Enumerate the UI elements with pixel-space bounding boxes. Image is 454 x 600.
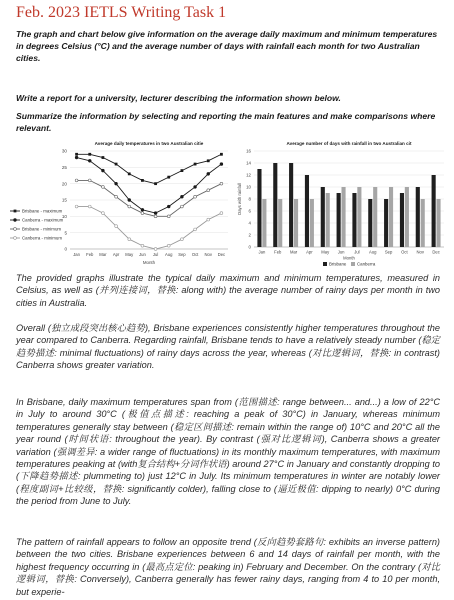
rainfall-chart-svg (236, 137, 448, 267)
data-point (128, 199, 131, 202)
data-point (207, 218, 210, 221)
legend-marker (14, 228, 17, 231)
data-point (154, 215, 157, 218)
data-point (102, 212, 105, 215)
x-tick-label: Feb (274, 249, 282, 255)
bar (294, 199, 298, 247)
bar (262, 199, 266, 247)
data-point (167, 215, 170, 218)
legend-swatch (351, 262, 355, 266)
bar (305, 175, 309, 247)
legend-label: Canberra - minimum (22, 235, 63, 241)
data-point (220, 153, 223, 156)
bar (432, 175, 436, 247)
data-point (75, 156, 78, 159)
data-point (75, 205, 78, 208)
y-tick-label: 2 (248, 232, 251, 238)
bar (337, 193, 341, 247)
data-point (141, 244, 144, 247)
x-tick-label: May (125, 252, 134, 257)
y-tick-label: 20 (61, 181, 67, 187)
x-axis-label: Month (343, 255, 355, 261)
y-tick-label: 0 (248, 244, 251, 250)
data-point (115, 182, 118, 185)
data-point (75, 153, 78, 156)
y-tick-label: 12 (246, 172, 251, 178)
data-point (115, 225, 118, 228)
bar (278, 199, 282, 247)
data-point (88, 205, 91, 208)
legend-label: Canberra - maximum (22, 217, 64, 223)
x-tick-label: Aug (369, 249, 377, 255)
y-tick-label: 8 (248, 196, 251, 202)
legend-swatch (323, 262, 327, 266)
y-tick-label: 16 (246, 148, 251, 154)
temperature-line-chart (8, 137, 234, 267)
x-tick-label: Dec (217, 252, 226, 257)
bar (421, 199, 425, 247)
x-tick-label: May (321, 249, 330, 255)
data-point (128, 205, 131, 208)
bar (257, 169, 261, 247)
y-tick-label: 5 (64, 230, 67, 236)
data-point (88, 179, 91, 182)
data-point (154, 248, 157, 251)
rainfall-bar-chart (236, 137, 448, 267)
data-point (220, 212, 223, 215)
bar (310, 199, 314, 247)
y-tick-label: 14 (246, 160, 251, 166)
x-tick-label: Oct (401, 249, 408, 255)
y-tick-label: 10 (246, 184, 251, 190)
bar (373, 187, 377, 247)
data-point (207, 172, 210, 175)
data-point (181, 169, 184, 172)
x-tick-label: Nov (416, 249, 424, 255)
bar (341, 187, 345, 247)
data-point (220, 182, 223, 185)
data-point (154, 182, 157, 185)
data-point (207, 189, 210, 192)
bar (400, 193, 404, 247)
data-point (102, 169, 105, 172)
legend-label: Canberra (357, 261, 376, 267)
x-tick-label: Jul (354, 249, 360, 255)
data-point (167, 244, 170, 247)
x-tick-label: Jan (258, 249, 266, 255)
data-point (115, 195, 118, 198)
page-title: Feb. 2023 IETLS Writing Task 1 (16, 4, 227, 21)
x-tick-label: Feb (86, 252, 94, 257)
legend-marker (14, 210, 17, 213)
legend-label: Brisbane - maximum (22, 208, 63, 214)
bar (416, 187, 420, 247)
y-tick-label: 30 (61, 148, 67, 154)
data-point (88, 159, 91, 162)
data-point (167, 176, 170, 179)
y-tick-label: 0 (64, 246, 67, 252)
bar (273, 163, 277, 247)
data-point (115, 163, 118, 166)
x-tick-label: Nov (204, 252, 212, 257)
legend-marker (14, 219, 17, 222)
x-axis-label: Month (142, 260, 156, 265)
bar (436, 199, 440, 247)
data-point (181, 205, 184, 208)
x-tick-label: Oct (191, 252, 199, 257)
x-tick-label: Jan (73, 252, 80, 257)
data-point (102, 156, 105, 159)
essay-paragraph-temperature: In Brisbane, daily maximum temperatures span from (范围描述: range between... and...) a low of 22°C in July to around 30°C (极值点描述: reaching a peak of 30°C) in January, whereas minimum temperatures generally stay between (稳定区间描述: remain within the range of) 10°C and 20°C all the year round (时间状语: throughout the year). By contrast (强对比逻辑词), Canberra shows a greater variation (强调差异: a wider range of fluctuations) in its monthly maximum temperatures, with maximum temperatures peaking at (with复合结构+分词作状语) around 27°C in January and constantly dropping to (下降趋势描述: plummeting to) just 12°C in July. Its minimum temperatures in winter are notably lower (程度副词+比较级，替换: significantly colder), falling close to (逼近极值: dipping to nearly) 0°C during the period from June to July. (16, 397, 440, 507)
bar (405, 187, 409, 247)
bar (357, 187, 361, 247)
y-tick-label: 15 (61, 197, 67, 203)
data-point (194, 228, 197, 231)
data-point (220, 163, 223, 166)
data-point (194, 163, 197, 166)
data-point (194, 195, 197, 198)
data-point (194, 186, 197, 189)
bar (384, 199, 388, 247)
data-point (154, 212, 157, 215)
data-point (167, 205, 170, 208)
task-prompt: The graph and chart below give information on the average daily maximum and minimum temperatures in degrees Celsius (°C) and the average number of days with rainfall each month for two Australian cities. (16, 29, 438, 63)
y-tick-label: 4 (248, 220, 251, 226)
chart-title: Average number of days with rainfall in two Australian cit (286, 141, 412, 146)
data-point (181, 238, 184, 241)
x-tick-label: Mar (99, 252, 107, 257)
x-tick-label: Jun (337, 249, 345, 255)
data-point (102, 186, 105, 189)
task-summary-instruction: Summarize the information by selecting and reporting the main features and make comparisons where relevant. (16, 111, 436, 133)
data-point (128, 172, 131, 175)
data-point (141, 208, 144, 211)
data-point (75, 179, 78, 182)
x-tick-label: Jul (152, 252, 159, 257)
bar (289, 163, 293, 247)
y-axis-label: Days with rainfall (237, 183, 242, 215)
task-instruction: Write a report for a university, lecturer describing the information shown below. (16, 93, 341, 103)
series-line (77, 154, 222, 183)
x-tick-label: Aug (165, 252, 173, 257)
bar (326, 193, 330, 247)
x-tick-label: Dec (432, 249, 440, 255)
y-tick-label: 6 (248, 208, 251, 214)
x-tick-label: Apr (112, 252, 120, 257)
temperature-chart-svg (8, 137, 234, 267)
bar (352, 193, 356, 247)
y-tick-label: 10 (61, 213, 67, 219)
data-point (88, 153, 91, 156)
series-line (77, 207, 222, 249)
legend-marker (14, 237, 17, 240)
x-tick-label: Sep (384, 249, 393, 255)
bar (321, 187, 325, 247)
bar (368, 199, 372, 247)
data-point (207, 159, 210, 162)
y-tick-label: 25 (61, 164, 67, 170)
essay-paragraph-rainfall: The pattern of rainfall appears to follow an opposite trend (反向趋势套路句: exhibits an inverse pattern) between the two cities. Brisbane experiences between 6 and 14 days of rainfall per month, with the highest frequency occurring in (最高点定位: peaking in) February and December. On the contrary (对比逻辑词，替换: Conversely), Canberra generally has fewer rainy days, ranging from 4 to 10 per month, but experie- (16, 537, 440, 597)
data-point (141, 179, 144, 182)
chart-title: Average daily temperatures in two Australian citie (94, 141, 204, 146)
legend-label: Brisbane - minimum (22, 226, 62, 232)
data-point (181, 195, 184, 198)
x-tick-label: Mar (289, 249, 298, 255)
x-tick-label: Jun (139, 252, 146, 257)
data-point (141, 212, 144, 215)
series-line (77, 158, 222, 214)
x-tick-label: Apr (306, 249, 313, 255)
essay-paragraph-intro: The provided graphs illustrate the typical daily maximum and minimum temperatures, measured in Celsius, as well as (并列连接词，替换: along with) the average number of rainy days per month in two cities in Australia. (16, 273, 440, 308)
x-tick-label: Sep (178, 252, 186, 257)
essay-paragraph-overview: Overall (独立成段突出核心趋势), Brisbane experiences consistently higher temperatures throughout the year compared to Canberra. Regarding rainfall, Brisbane tends to have a relatively steady number (稳定趋势描述: minimal fluctuations) of rainy days across the year, whereas (对比逻辑词，替换: in contrast) Canberra shows greater variation. (16, 323, 440, 371)
bar (389, 187, 393, 247)
data-point (128, 238, 131, 241)
legend-label: Brisbane (329, 261, 347, 267)
